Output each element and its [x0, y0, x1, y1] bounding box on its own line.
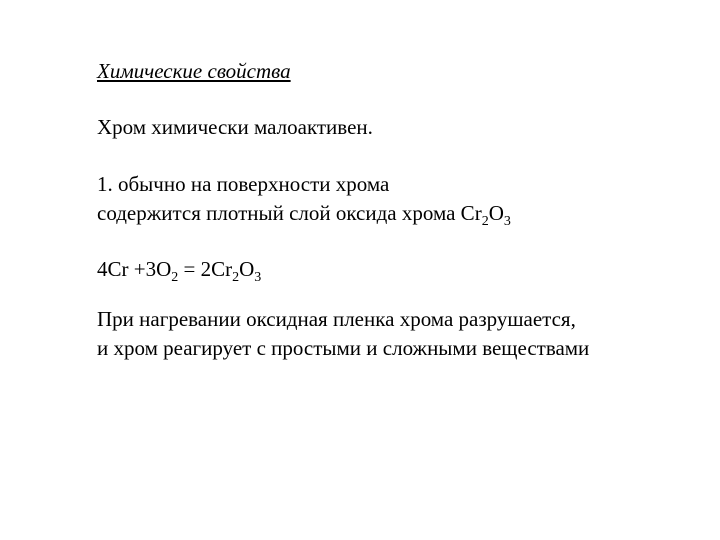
equation-part: 4Cr +3O: [97, 257, 172, 281]
intro-text: Хром химически малоактивен.: [97, 115, 373, 139]
subscript: 2: [481, 214, 489, 229]
point-1-text: содержится плотный слой оксида хрома Cr: [97, 201, 482, 225]
equation-part: O: [239, 257, 255, 281]
slide-heading: Химические свойства: [97, 59, 291, 83]
subscript: 2: [171, 270, 179, 285]
reaction-equation: [97, 256, 262, 285]
heating-line-2: и хром реагирует с простыми и сложными веществами: [97, 336, 590, 360]
point-1-line-2: [97, 200, 511, 229]
subscript: 3: [254, 270, 262, 285]
subscript: 3: [503, 214, 511, 229]
formula-part: O: [488, 201, 504, 225]
heating-line-1: При нагревании оксидная пленка хрома разрушается,: [97, 307, 576, 331]
point-1-line-1: 1. обычно на поверхности хрома: [97, 172, 390, 196]
subscript: 2: [232, 270, 240, 285]
equation-part: = 2Cr: [178, 257, 233, 281]
